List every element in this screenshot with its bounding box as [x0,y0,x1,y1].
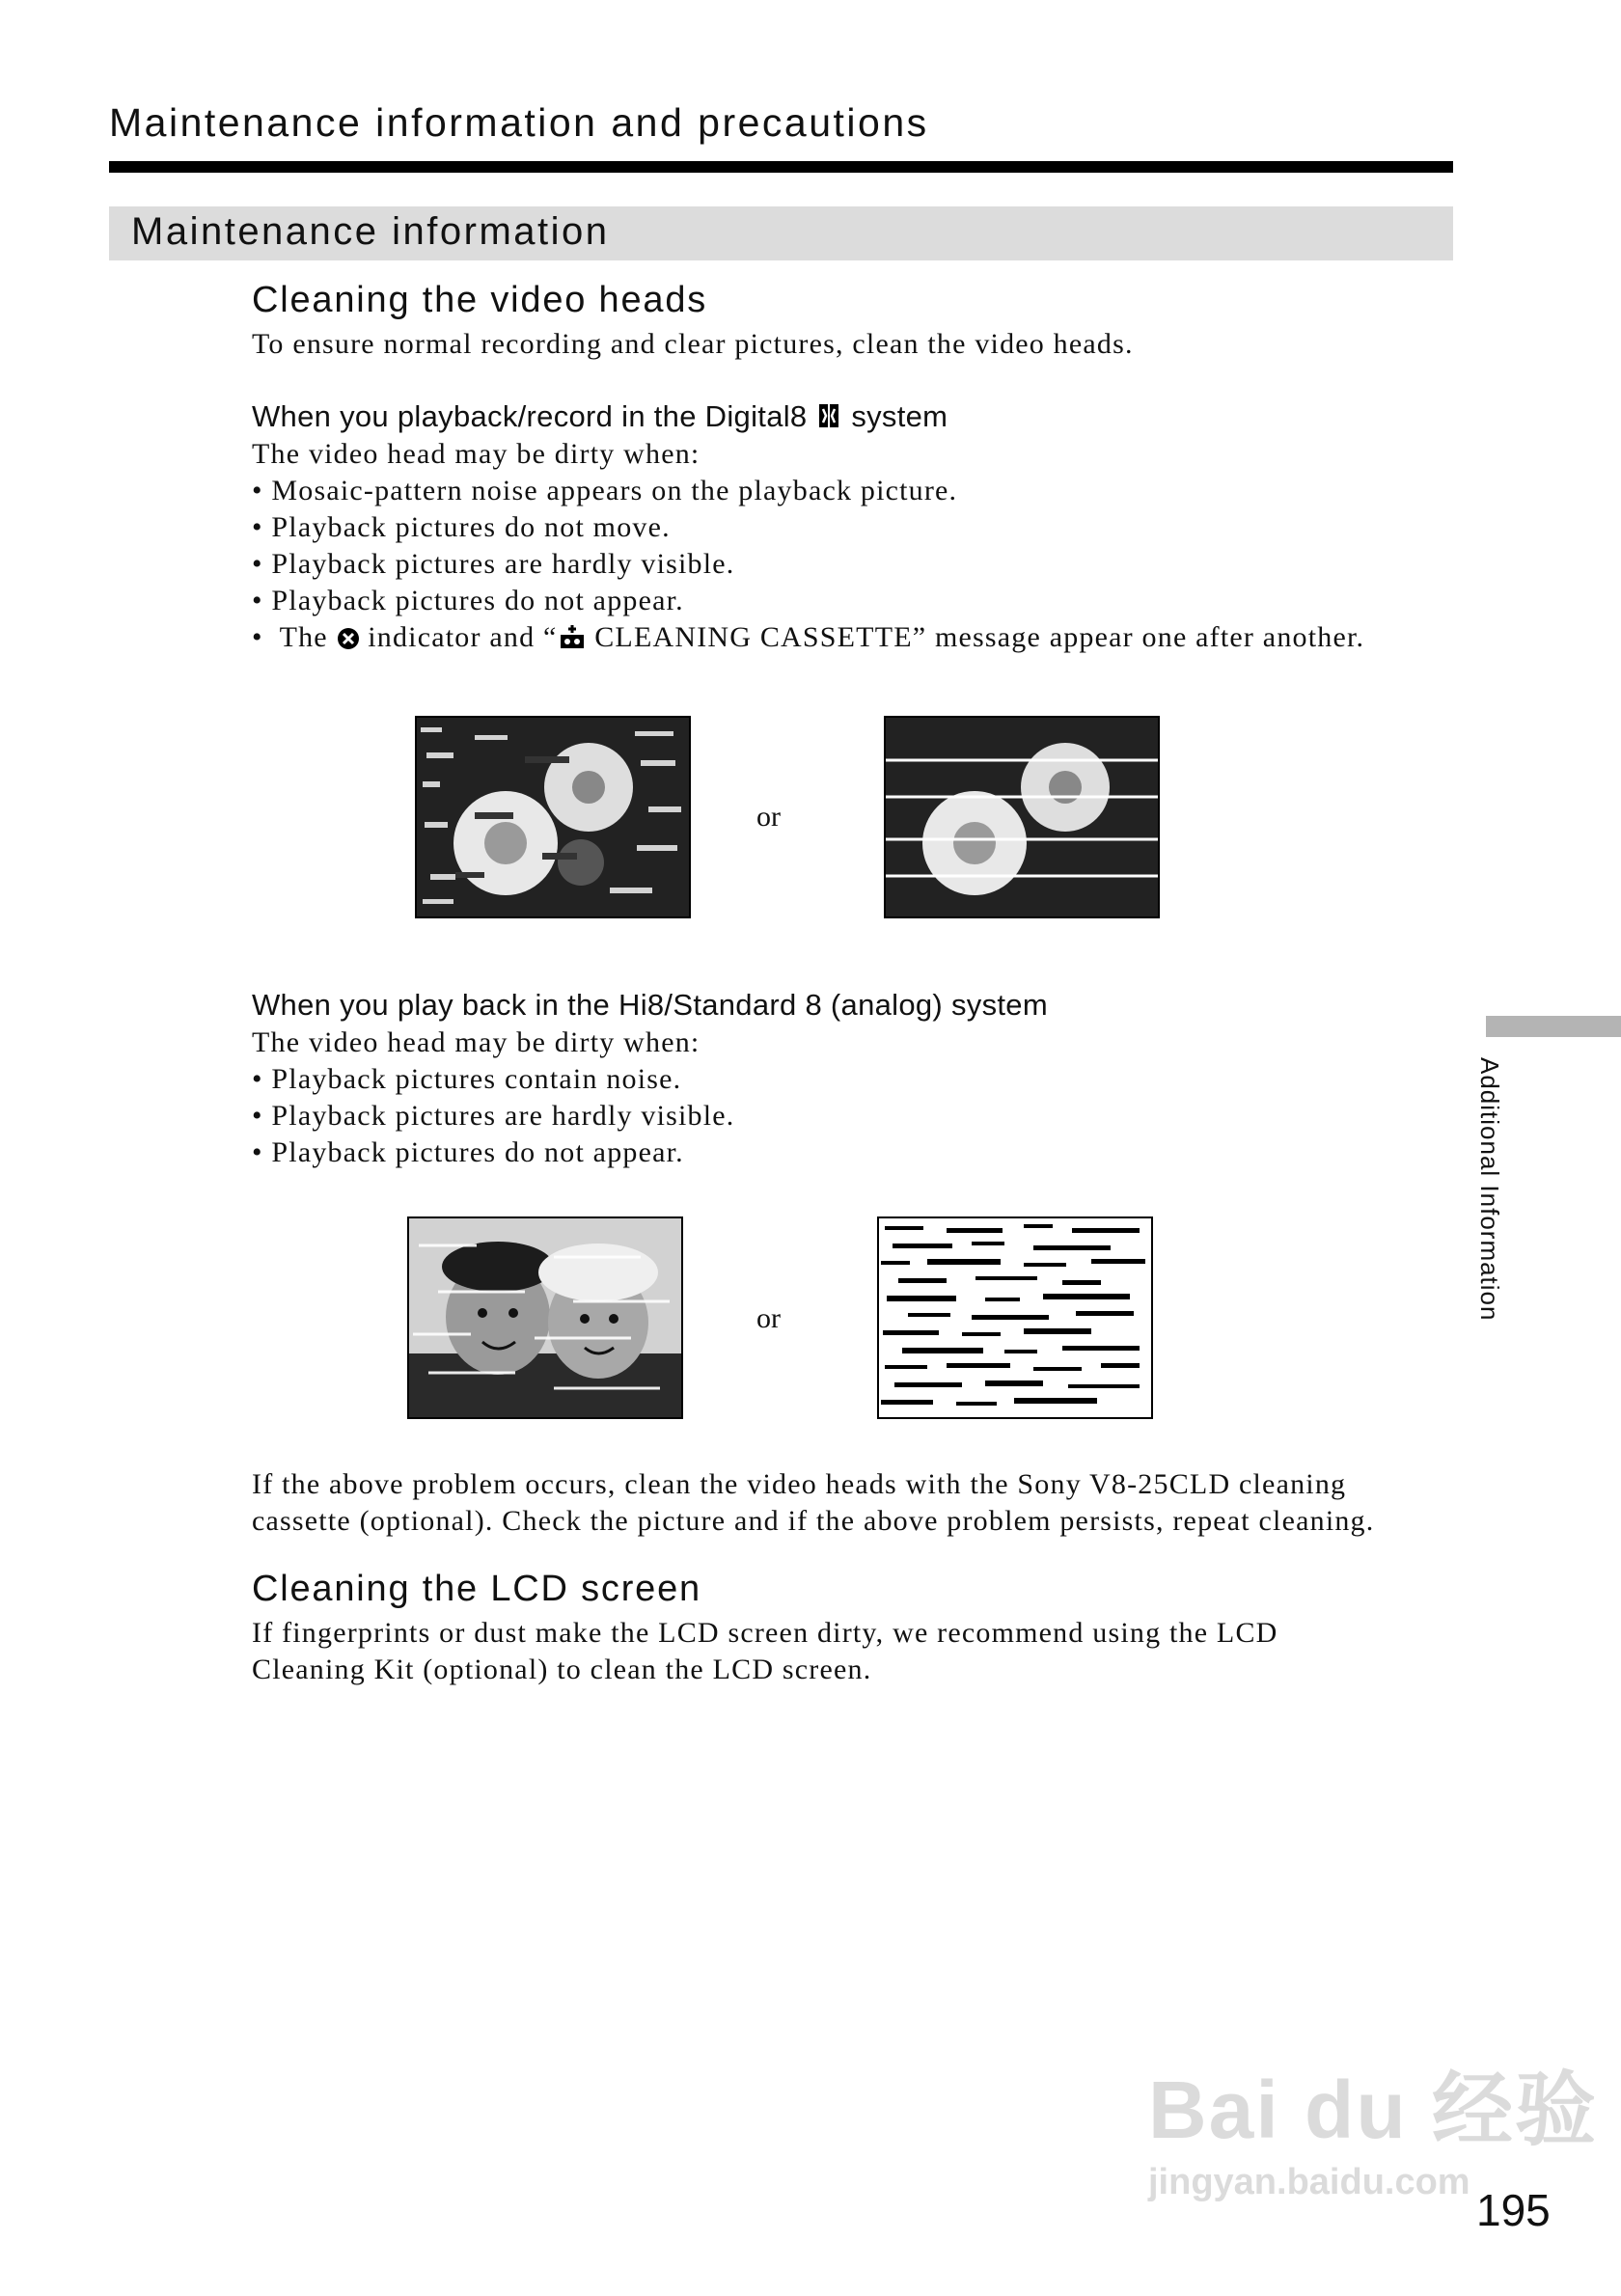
snow-noise-picture [877,1216,1153,1419]
list-item: • Playback pictures do not move. [252,509,1364,546]
cleaning-cassette-icon [558,623,587,660]
digital8-lead: The video head may be dirty when: [252,438,701,470]
list-item: • Playback pictures are hardly visible. [252,1098,735,1134]
section-title: Maintenance information [131,210,610,253]
analog-bullet-list [252,1061,735,1171]
watermark-url: jingyan.baidu.com [1148,2162,1470,2202]
watermark-brand: Bai du 经验 [1148,2064,1599,2155]
side-tab-label: Additional Information [1475,1057,1504,1322]
lcd-heading: Cleaning the LCD screen [252,1569,701,1609]
remedy-line-1: If the above problem occurs, clean the video heads with the Sony V8-25CLD cleaning [252,1468,1347,1500]
list-item: • Playback pictures are hardly visible. [252,546,1364,583]
lcd-line-1: If fingerprints or dust make the LCD screen dirty, we recommend using the LCD [252,1617,1278,1649]
head-clog-warning-icon [337,623,360,660]
list-item: • Playback pictures do not appear. [252,1134,735,1171]
lcd-line-2: Cleaning Kit (optional) to clean the LCD screen. [252,1654,872,1685]
analog-lead: The video head may be dirty when: [252,1026,701,1058]
video-heads-intro: To ensure normal recording and clear pictures, clean the video heads. [252,328,1134,360]
digital8-heading [252,399,948,438]
baidu-watermark [1148,2045,1598,2203]
digital8-heading-suffix: system [851,399,948,433]
mosaic-noise-picture [415,716,691,918]
or-label: or [756,1302,781,1334]
side-tab-marker [1486,1016,1621,1037]
title-rule [109,161,1453,173]
or-label: or [756,801,781,833]
page-number: 195 [1476,2185,1551,2235]
digital8-heading-text: When you playback/record in the Digital8 [252,399,808,433]
page-title: Maintenance information and precautions [109,100,929,145]
list-item-indicator: • The indicator and “ CLEANING CASSETTE” message appear one after another. [252,619,1364,660]
digital8-bullet-list [252,473,1364,660]
list-item: • Playback pictures do not appear. [252,583,1364,619]
list-item: • Playback pictures contain noise. [252,1061,735,1098]
digital8-logo-icon [815,401,842,438]
analog-noise-picture [407,1216,683,1419]
remedy-line-2: cassette (optional). Check the picture and if the above problem persists, repeat cleaning. [252,1505,1375,1537]
striped-noise-picture [884,716,1160,918]
analog-heading: When you play back in the Hi8/Standard 8 (analog) system [252,988,1048,1022]
video-heads-heading: Cleaning the video heads [252,280,708,320]
list-item: • Mosaic-pattern noise appears on the playback picture. [252,473,1364,509]
